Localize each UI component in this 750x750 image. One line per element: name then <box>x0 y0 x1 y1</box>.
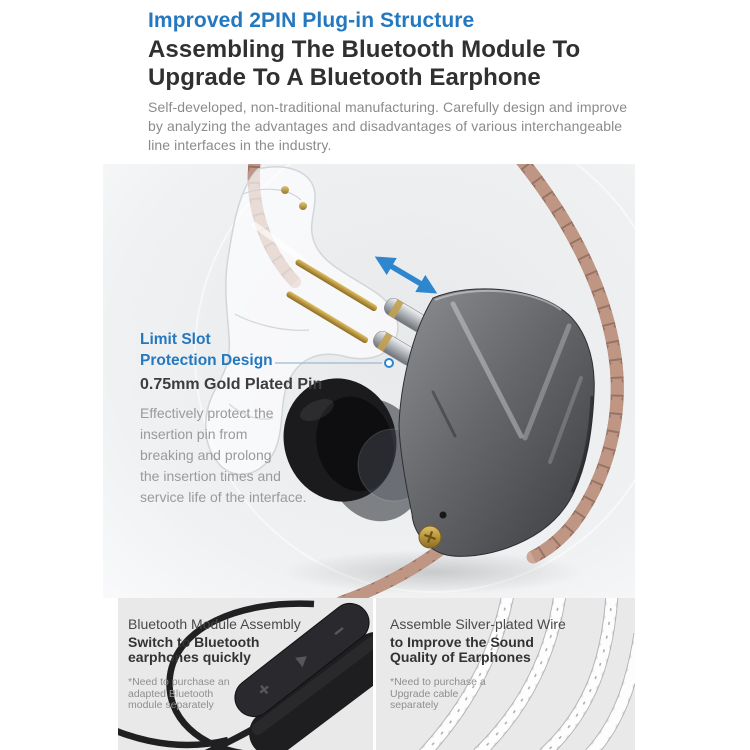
page-title <box>148 36 648 92</box>
panel-note: *Need to purchase a Upgrade cable separately <box>390 676 486 711</box>
callout-marker-icon <box>385 359 393 367</box>
callout-block <box>140 329 330 508</box>
bluetooth-module-panel <box>118 598 373 750</box>
silver-wire-panel <box>376 598 635 750</box>
silver-wire-panel-text <box>390 616 566 712</box>
page-title-line1: Assembling The Bluetooth Module To <box>148 36 581 63</box>
bluetooth-panel-text <box>128 616 301 712</box>
eyebrow-title: Improved 2PIN Plug-in Structure <box>148 9 475 32</box>
panel-bold-text: to Improve the Sound Quality of Earphones <box>390 634 534 665</box>
panel-heading: Assemble Silver-plated Wire <box>390 616 566 632</box>
page-title-line2: Upgrade To A Bluetooth Earphone <box>148 64 541 91</box>
vent-hole <box>440 512 447 519</box>
callout-subtitle: 0.75mm Gold Plated Pin <box>140 376 323 393</box>
screw-icon <box>419 526 441 548</box>
panel-heading: Bluetooth Module Assembly <box>128 616 301 632</box>
callout-label: Limit Slot Protection Design <box>140 331 273 369</box>
panel-bold-text: Switch to Bluetooth earphones quickly <box>128 634 260 665</box>
callout-body: Effectively protect the insertion pin from breaking and prolong the insertion times and service life of the interface. <box>140 405 307 505</box>
footer-feature-strip <box>118 598 635 750</box>
panel-note: *Need to purchase an adapted Bluetooth module separately <box>128 676 230 711</box>
intro-paragraph: Self-developed, non-traditional manufacturing. Carefully design and improve by analyzing the advantages and disadvantages of various interchangeable line interfaces in the industry. <box>148 99 628 153</box>
